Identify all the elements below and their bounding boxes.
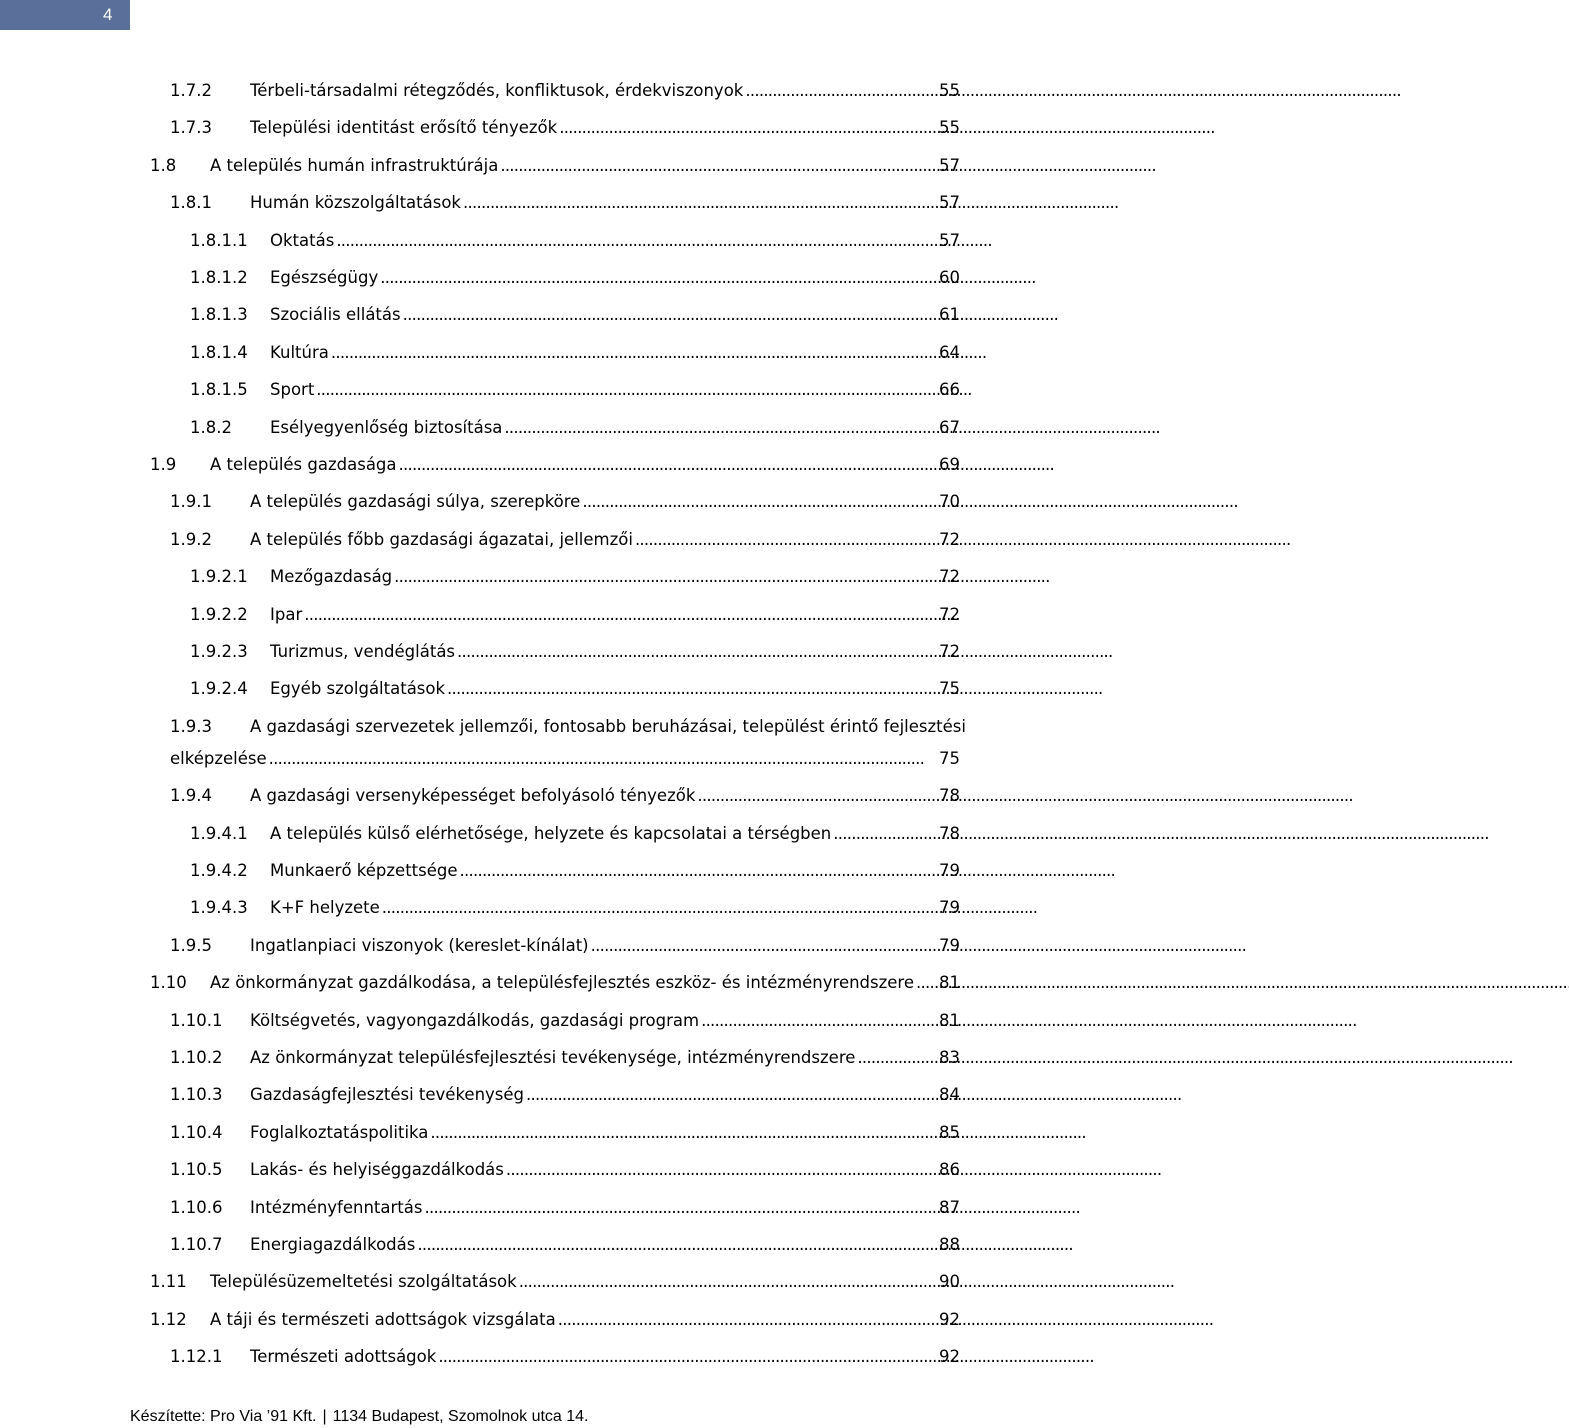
toc-entry[interactable] — [190, 267, 960, 289]
toc-entry-number: 1.8.1.4 — [190, 342, 248, 362]
toc-leader-dots — [857, 1047, 937, 1069]
toc-entry-title: Esélyegyenlőség biztosítása — [270, 417, 503, 437]
toc-leader-dots — [833, 823, 937, 845]
toc-entry[interactable] — [190, 641, 960, 663]
toc-entry-page: 81 — [939, 973, 960, 993]
toc-entry-title: Ingatlanpiaci viszonyok (kereslet-kínálat) — [250, 935, 589, 955]
toc-entry-number: 1.9.1 — [170, 492, 212, 512]
toc-leader-dots — [701, 1010, 937, 1032]
toc-entry-page: 72 — [939, 642, 960, 661]
toc-entry-number: 1.8.2 — [190, 417, 232, 437]
toc-leader-dots — [447, 678, 937, 700]
toc-entry[interactable] — [170, 1159, 960, 1181]
toc-entry-page: 79 — [939, 898, 960, 918]
toc-entry-number: 1.10.5 — [170, 1160, 223, 1180]
toc-entry-page: 75 — [939, 748, 960, 768]
toc-leader-dots — [269, 748, 937, 770]
toc-entry-title: Oktatás — [270, 230, 335, 250]
toc-entry-page: 81 — [939, 1010, 960, 1030]
toc-entry[interactable] — [190, 860, 960, 882]
toc-leader-dots — [304, 604, 937, 626]
toc-entry-page: 92 — [939, 1347, 960, 1367]
toc-entry-title: A település humán infrastruktúrája — [210, 155, 499, 175]
toc-entry[interactable] — [170, 1197, 960, 1219]
toc-entry[interactable] — [190, 604, 960, 626]
toc-entry-page: 61 — [939, 305, 960, 325]
toc-leader-dots — [382, 897, 937, 919]
toc-leader-dots — [460, 860, 937, 882]
toc-entry-continuation[interactable] — [170, 748, 960, 770]
toc-entry[interactable] — [150, 454, 960, 476]
toc-entry-number: 1.9.2.2 — [190, 604, 248, 624]
toc-leader-dots — [417, 1234, 937, 1256]
toc-entry-number: 1.9.4 — [170, 786, 212, 806]
toc-entry-title: Munkaerő képzettsége — [270, 861, 458, 880]
toc-leader-dots — [438, 1346, 937, 1368]
toc-leader-dots — [745, 80, 937, 102]
toc-entry-title: A táji és természeti adottságok vizsgálata — [210, 1309, 556, 1329]
toc-entry-number: 1.9.2.3 — [190, 642, 248, 661]
toc-entry-number: 1.8.1 — [170, 193, 212, 213]
toc-entry-number: 1.10.3 — [170, 1085, 223, 1105]
toc-entry-title: A település gazdasági súlya, szerepköre — [250, 492, 581, 512]
toc-entry-title: A település külső elérhetősége, helyzete és kapcsolatai a térségben — [270, 823, 832, 843]
toc-leader-dots — [430, 1122, 937, 1144]
toc-entry-title: Gazdaságfejlesztési tevékenység — [250, 1085, 525, 1105]
toc-entry-page: 67 — [939, 417, 960, 437]
page-number: 4 — [103, 5, 113, 24]
toc-entry-page: 78 — [939, 823, 960, 843]
toc-entry-number: 1.12.1 — [170, 1347, 223, 1367]
toc-entry-page: 85 — [939, 1122, 960, 1142]
toc-entry-number: 1.9.4.2 — [190, 861, 248, 880]
toc-entry-number: 1.8.1.2 — [190, 268, 248, 287]
toc-leader-dots — [582, 491, 937, 513]
toc-entry-title: Kultúra — [270, 342, 329, 362]
toc-entry[interactable] — [150, 1309, 960, 1331]
toc-entry-page: 75 — [939, 679, 960, 699]
toc-entry-page: 55 — [939, 81, 960, 100]
toc-entry[interactable] — [170, 529, 960, 551]
toc-entry-number: 1.10 — [150, 973, 187, 993]
toc-entry-number: 1.11 — [150, 1272, 187, 1292]
toc-entry-title: Lakás- és helyiséggazdálkodás — [250, 1160, 504, 1180]
toc-entry-page: 72 — [939, 567, 960, 587]
toc-entry-page: 90 — [939, 1272, 960, 1292]
toc-entry-title: Turizmus, vendéglátás — [270, 642, 456, 661]
toc-entry-title: Energiagazdálkodás — [250, 1235, 416, 1254]
toc-leader-dots — [403, 304, 937, 326]
toc-entry-page: 66 — [939, 380, 960, 400]
toc-entry[interactable] — [170, 192, 960, 214]
toc-leader-dots — [399, 454, 937, 476]
toc-leader-dots — [457, 641, 937, 663]
toc-entry-title: Humán közszolgáltatások — [250, 193, 461, 213]
toc-leader-dots — [591, 935, 937, 957]
toc-entry-title: A település gazdasága — [210, 455, 397, 474]
toc-entry-page: 57 — [939, 193, 960, 213]
toc-entry-page: 86 — [939, 1160, 960, 1180]
toc-entry-page: 57 — [939, 155, 960, 175]
toc-entry-number: 1.9.4.1 — [190, 823, 248, 843]
toc-entry-title: Egészségügy — [270, 268, 379, 287]
toc-entry[interactable] — [170, 1346, 960, 1368]
toc-entry-title: Települési identitást erősítő tényezők — [250, 118, 558, 138]
footer — [130, 1406, 589, 1428]
toc-entry[interactable] — [190, 342, 960, 364]
toc-entry-page: 72 — [939, 604, 960, 624]
toc-entry-page: 88 — [939, 1235, 960, 1254]
toc-entry[interactable] — [170, 785, 960, 807]
toc-entry-number: 1.8 — [150, 155, 177, 175]
toc-entry[interactable] — [170, 1122, 960, 1144]
toc-entry-page: 87 — [939, 1197, 960, 1217]
toc-entry-title: A gazdasági szervezetek jellemzői, fontosabb beruházásai, települést érintő fejlesztési — [250, 716, 966, 736]
toc-entry-title: Természeti adottságok — [250, 1347, 437, 1367]
footer-separator: | — [322, 1408, 327, 1425]
toc-entry-title: Mezőgazdaság — [270, 567, 393, 587]
toc-entry-page: 69 — [939, 455, 960, 474]
toc-leader-dots — [506, 1159, 937, 1181]
toc-entry-title: Ipar — [270, 604, 303, 624]
toc-leader-dots — [424, 1197, 937, 1219]
toc-entry[interactable] — [170, 1010, 960, 1032]
toc-entry-page: 79 — [939, 861, 960, 880]
toc-entry-number: 1.7.3 — [170, 118, 212, 138]
toc-entry-page: 55 — [939, 118, 960, 138]
toc-leader-dots — [380, 267, 937, 289]
toc-entry-number: 1.9.5 — [170, 935, 212, 955]
toc-entry[interactable] — [170, 117, 960, 139]
toc-entry-title: Térbeli-társadalmi rétegződés, konfliktusok, érdekviszonyok — [250, 81, 744, 100]
toc-entry-page: 70 — [939, 492, 960, 512]
toc-leader-dots — [519, 1271, 937, 1293]
toc-entry-page: 83 — [939, 1048, 960, 1067]
toc-entry[interactable] — [170, 716, 966, 738]
toc-leader-dots — [463, 192, 937, 214]
toc-entry-number: 1.12 — [150, 1309, 187, 1329]
toc-leader-dots — [916, 972, 937, 994]
toc-entry-number: 1.8.1.5 — [190, 380, 248, 400]
toc-leader-dots — [559, 117, 937, 139]
toc-entry[interactable] — [170, 1084, 960, 1106]
toc-leader-dots — [504, 417, 937, 439]
toc-entry-number: 1.9.2 — [170, 529, 212, 549]
toc-entry-page: 57 — [939, 230, 960, 250]
toc-leader-dots — [526, 1084, 937, 1106]
toc-entry[interactable] — [170, 1234, 960, 1256]
page-number-badge — [0, 0, 130, 30]
toc-entry-number: 1.10.6 — [170, 1197, 223, 1217]
toc-entry-page: 72 — [939, 529, 960, 549]
toc-leader-dots — [316, 379, 937, 401]
toc-entry[interactable] — [170, 935, 960, 957]
toc-entry-page: 64 — [939, 342, 960, 362]
toc-entry-page: 84 — [939, 1085, 960, 1105]
toc-entry-title: K+F helyzete — [270, 898, 380, 918]
toc-entry-number: 1.10.7 — [170, 1235, 223, 1254]
toc-entry-number: 1.10.2 — [170, 1048, 223, 1067]
footer-address: 1134 Budapest, Szomolnok utca 14. — [332, 1408, 589, 1425]
toc-leader-dots — [558, 1309, 937, 1331]
toc-entry[interactable] — [170, 491, 960, 513]
toc-entry-number: 1.9.2.4 — [190, 679, 248, 699]
toc-entry[interactable] — [170, 80, 960, 102]
toc-entry-title-cont: elképzelése — [170, 748, 267, 768]
toc-entry[interactable] — [190, 823, 960, 845]
toc-leader-dots — [331, 342, 937, 364]
toc-leader-dots — [635, 529, 937, 551]
toc-entry-title: Költségvetés, vagyongazdálkodás, gazdasági program — [250, 1010, 700, 1030]
toc-entry-page: 92 — [939, 1309, 960, 1329]
toc-entry-number: 1.7.2 — [170, 81, 212, 100]
toc-entry-title: Az önkormányzat gazdálkodása, a településfejlesztés eszköz- és intézményrendszere — [210, 973, 915, 993]
toc-leader-dots — [697, 785, 937, 807]
toc-entry-number: 1.10.1 — [170, 1010, 223, 1030]
toc-entry-page: 78 — [939, 786, 960, 806]
toc-entry-number: 1.9.4.3 — [190, 898, 248, 918]
toc-entry-title: Az önkormányzat településfejlesztési tevékenysége, intézményrendszere — [250, 1048, 856, 1067]
toc-entry[interactable] — [190, 379, 960, 401]
toc-entry-page: 79 — [939, 935, 960, 955]
toc-leader-dots — [394, 566, 937, 588]
toc-entry[interactable] — [170, 1047, 960, 1069]
toc-entry-number: 1.9.3 — [170, 716, 212, 736]
toc-entry-number: 1.9 — [150, 455, 177, 474]
toc-entry[interactable] — [190, 678, 960, 700]
toc-entry[interactable] — [190, 566, 960, 588]
toc-entry-page: 60 — [939, 268, 960, 287]
toc-entry-title: A település főbb gazdasági ágazatai, jellemzői — [250, 529, 633, 549]
toc-entry[interactable] — [190, 897, 960, 919]
toc-entry-number: 1.8.1.3 — [190, 305, 248, 325]
toc-entry-title: Szociális ellátás — [270, 305, 401, 325]
toc-entry-title: Foglalkoztatáspolitika — [250, 1122, 429, 1142]
toc-entry[interactable] — [150, 155, 960, 177]
toc-entry-title: Településüzemeltetési szolgáltatások — [210, 1272, 517, 1292]
toc-leader-dots — [500, 155, 937, 177]
footer-made-by: Készítette: Pro Via ’91 Kft. — [130, 1408, 317, 1425]
toc-entry-number: 1.9.2.1 — [190, 567, 248, 587]
toc-entry-title: A gazdasági versenyképességet befolyásoló tényezők — [250, 786, 696, 806]
toc-entry-number: 1.10.4 — [170, 1122, 223, 1142]
toc-entry-title: Intézményfenntartás — [250, 1197, 423, 1217]
toc-entry[interactable] — [190, 230, 960, 252]
toc-entry-title: Egyéb szolgáltatások — [270, 679, 446, 699]
toc-entry[interactable] — [150, 972, 960, 994]
toc-entry[interactable] — [150, 1271, 960, 1293]
toc-entry-number: 1.8.1.1 — [190, 230, 248, 250]
toc-leader-dots — [336, 230, 937, 252]
toc-entry[interactable] — [190, 304, 960, 326]
toc-entry[interactable] — [190, 417, 960, 439]
toc-entry-title: Sport — [270, 380, 315, 400]
